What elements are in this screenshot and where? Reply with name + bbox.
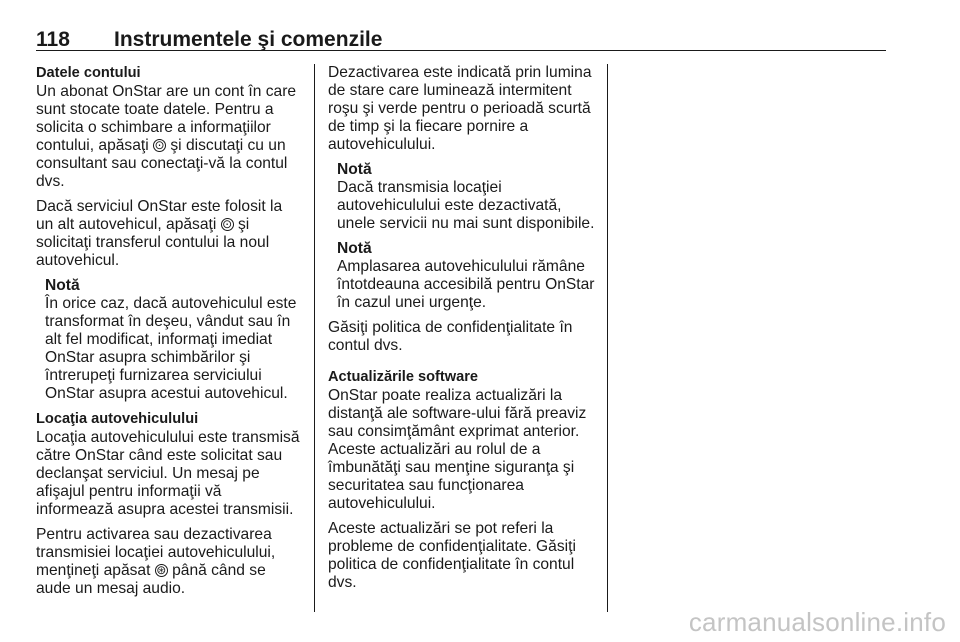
note-text: Amplasarea autovehiculului rămâne întotdeauna accesibilă pentru OnStar în cazul unei urgenţe. bbox=[337, 258, 595, 311]
column-middle bbox=[328, 64, 596, 599]
page-number: 118 bbox=[36, 28, 70, 51]
note-account bbox=[36, 277, 300, 403]
paragraph-location-toggle: Pentru activarea sau dezactivarea transmisiei locaţiei autovehiculului, menţineţi apăsat ⊛ până când se aude un mesaj audio. bbox=[36, 526, 276, 597]
note-title: Notă bbox=[337, 161, 372, 178]
watermark: carmanualsonline.info bbox=[688, 607, 946, 637]
paragraph-privacy: Găsiţi politica de confidenţialitate în contul dvs. bbox=[328, 319, 573, 354]
note-emergency bbox=[328, 240, 596, 312]
note-text: În orice caz, dacă autovehiculul este transformat în deşeu, vândut sau în alt fel modificat, informaţi imediat OnStar asupra schimbărilor şi întrerupeţi furnizarea serviciului OnStar asupra acestui autovehicul. bbox=[45, 295, 297, 402]
note-deactivated bbox=[328, 161, 596, 233]
paragraph-deactivation: Dezactivarea este indicată prin lumina de stare care luminează intermitent roşu şi verde pentru o perioadă scurtă de timp şi la fiecare pornire a autovehiculului. bbox=[328, 64, 592, 153]
paragraph-account: Un abonat OnStar are un cont în care sunt stocate toate datele. Pentru a solicita o schimbare a informaţiilor contului, apăsaţi ⊙ şi discutaţi cu un consultant sau conectaţi-vă la contul dvs. bbox=[36, 83, 297, 190]
paragraph-updates: OnStar poate realiza actualizări la distanţă ale software-ului fără preaviz sau consimţământ exprimat anterior. Aceste actualizări au rolul de a îmbunătăţi sau menţine siguranţa şi securitatea sau funcţionarea autovehiculului. bbox=[328, 387, 587, 512]
page-title: Instrumentele şi comenzile bbox=[114, 28, 383, 51]
header-rule bbox=[36, 50, 886, 51]
onstar-button-icon: ⊙ bbox=[222, 217, 233, 231]
column-divider-left bbox=[314, 64, 315, 612]
page-header bbox=[36, 28, 886, 52]
heading-vehicle-location: Locaţia autovehiculului bbox=[36, 411, 199, 427]
heading-software-updates: Actualizările software bbox=[328, 369, 479, 385]
note-text: Dacă transmisia locaţiei autovehiculului este dezactivată, unele servicii nu mai sunt disponibile. bbox=[337, 179, 595, 232]
note-title: Notă bbox=[45, 277, 80, 294]
column-divider-right bbox=[607, 64, 608, 612]
privacy-button-icon: ⊛ bbox=[156, 563, 167, 577]
onstar-button-icon: ⊙ bbox=[154, 138, 165, 152]
heading-account-data: Datele contului bbox=[36, 65, 141, 81]
paragraph-transfer: Dacă serviciul OnStar este folosit la un alt autovehicul, apăsaţi ⊙ şi solicitaţi transferul contului la noul autovehicul. bbox=[36, 198, 283, 269]
paragraph-updates-privacy: Aceste actualizări se pot referi la probleme de confidenţialitate. Găsiţi politica de confidenţialitate în contul dvs. bbox=[328, 520, 576, 591]
paragraph-location: Locaţia autovehiculului este transmisă către OnStar când este solicitat sau declanşat serviciul. Un mesaj pe afişajul pentru informaţii vă informează asupra acestei transmisii. bbox=[36, 429, 300, 518]
note-title: Notă bbox=[337, 240, 372, 257]
column-left bbox=[36, 64, 300, 605]
